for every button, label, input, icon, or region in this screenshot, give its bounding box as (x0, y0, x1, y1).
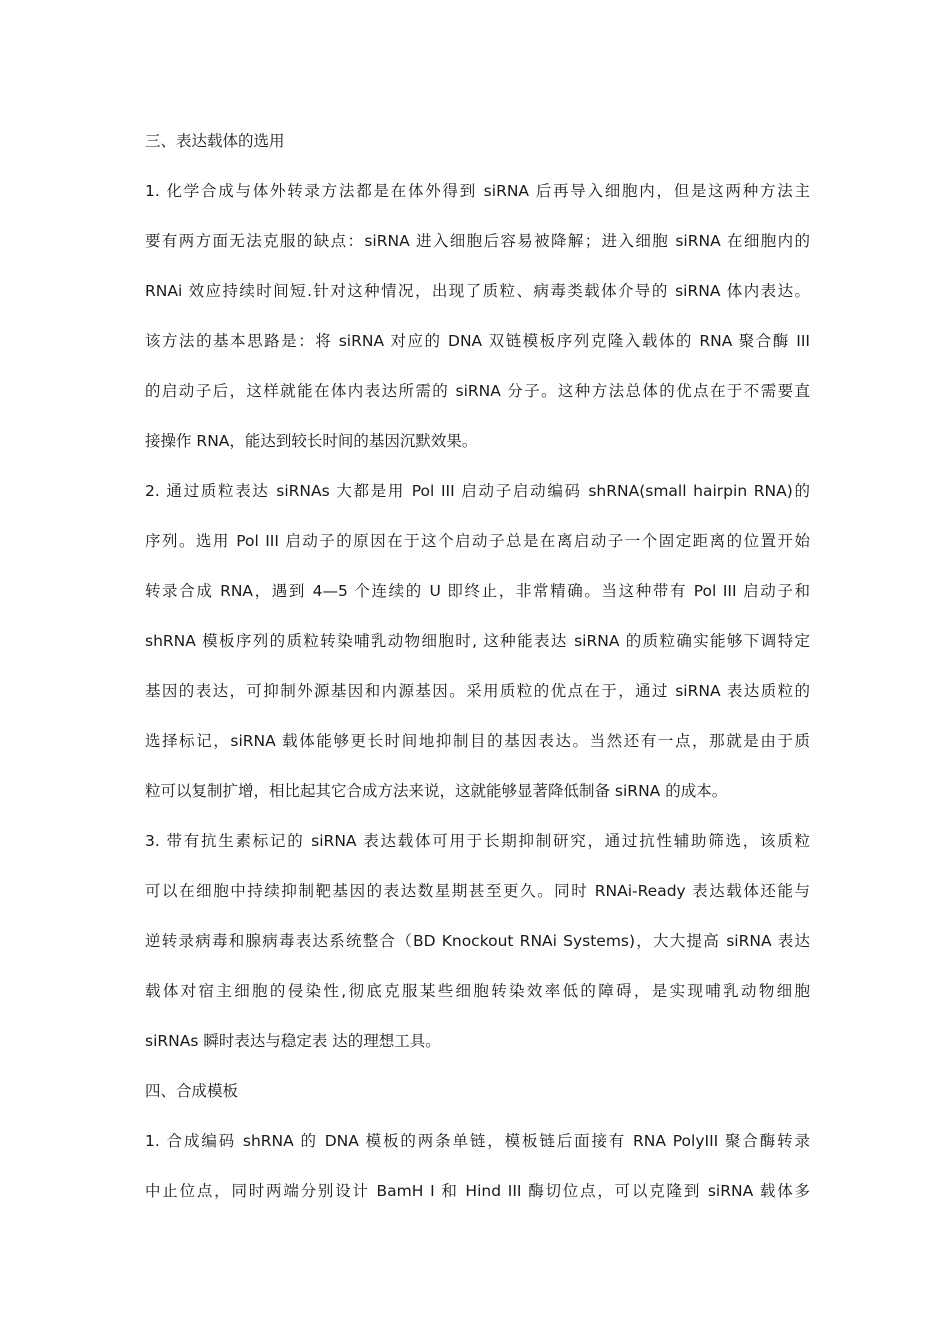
paragraph-line: 序列。选用 Pol III 启动子的原因在于这个启动子总是在离启动子一个固定距离的位置开始 (145, 532, 810, 550)
paragraph-line: shRNA 模板序列的质粒转染哺乳动物细胞时, 这种能表达 siRNA 的质粒确实能够下调特定 (145, 632, 810, 650)
paragraph-line: 逆转录病毒和腺病毒表达系统整合（BD Knockout RNAi Systems)，大大提高 siRNA 表达 (145, 932, 810, 950)
paragraph-line: 2. 通过质粒表达 siRNAs 大都是用 Pol III 启动子启动编码 shRNA(small hairpin RNA)的 (145, 482, 810, 500)
paragraph-line: 的启动子后，这样就能在体内表达所需的 siRNA 分子。这种方法总体的优点在于不需要直 (145, 382, 810, 400)
paragraph-line: 1. 化学合成与体外转录方法都是在体外得到 siRNA 后再导入细胞内，但是这两种方法主 (145, 182, 810, 200)
paragraph-line: siRNAs 瞬时表达与稳定表 达的理想工具。 (145, 1032, 441, 1050)
paragraph-line: 转录合成 RNA，遇到 4—5 个连续的 U 即终止，非常精确。当这种带有 Pol III 启动子和 (145, 582, 810, 600)
section-heading-expression-vector: 三、表达载体的选用 (145, 132, 285, 150)
paragraph-line: 中止位点，同时两端分别设计 BamH I 和 Hind III 酶切位点，可以克隆到 siRNA 载体多 (145, 1182, 810, 1200)
paragraph-line: 3. 带有抗生素标记的 siRNA 表达载体可用于长期抑制研究，通过抗性辅助筛选，该质粒 (145, 832, 810, 850)
paragraph-line: 基因的表达，可抑制外源基因和内源基因。采用质粒的优点在于，通过 siRNA 表达质粒的 (145, 682, 810, 700)
paragraph-line: 粒可以复制扩增，相比起其它合成方法来说，这就能够显著降低制备 siRNA 的成本。 (145, 782, 728, 800)
paragraph-line: 1. 合成编码 shRNA 的 DNA 模板的两条单链，模板链后面接有 RNA PolyIII 聚合酶转录 (145, 1132, 810, 1150)
paragraph-line: RNAi 效应持续时间短.针对这种情况，出现了质粒、病毒类载体介导的 siRNA 体内表达。 (145, 282, 810, 300)
paragraph-line: 可以在细胞中持续抑制靶基因的表达数星期甚至更久。同时 RNAi-Ready 表达载体还能与 (145, 882, 810, 900)
section-heading-synthesis-template: 四、合成模板 (145, 1082, 239, 1100)
paragraph-line: 要有两方面无法克服的缺点：siRNA 进入细胞后容易被降解；进入细胞 siRNA 在细胞内的 (145, 232, 810, 250)
paragraph-line: 接操作 RNA，能达到较长时间的基因沉默效果。 (145, 432, 478, 450)
paragraph-line: 该方法的基本思路是：将 siRNA 对应的 DNA 双链模板序列克隆入载体的 RNA 聚合酶 III (145, 332, 810, 350)
paragraph-line: 选择标记，siRNA 载体能够更长时间地抑制目的基因表达。当然还有一点，那就是由于质 (145, 732, 810, 750)
paragraph-line: 载体对宿主细胞的侵染性,彻底克服某些细胞转染效率低的障碍，是实现哺乳动物细胞 (145, 982, 810, 1000)
